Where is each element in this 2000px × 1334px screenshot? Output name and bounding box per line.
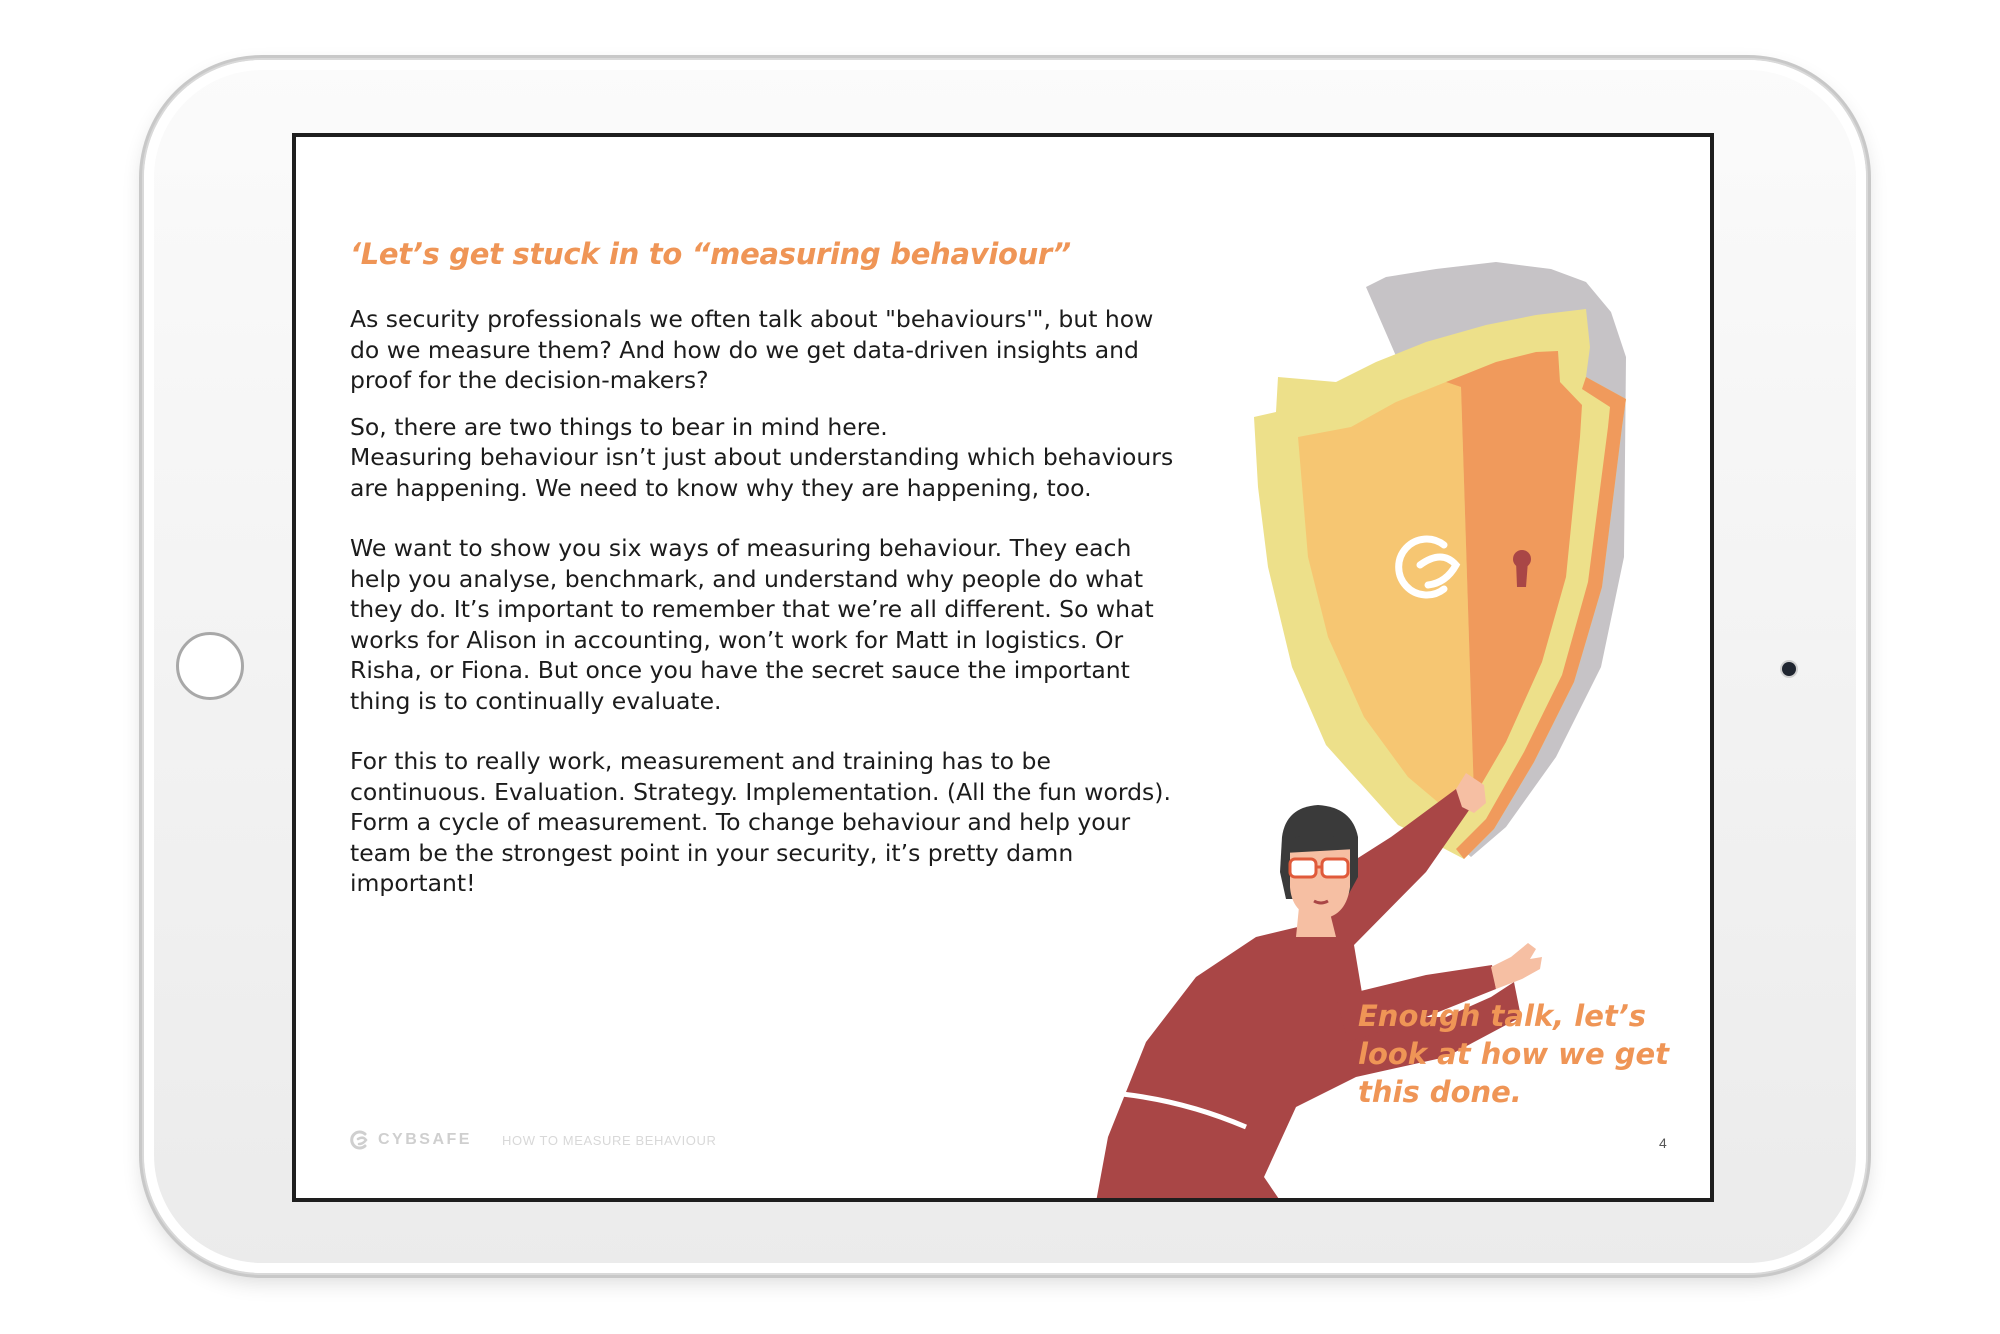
cybsafe-logo-icon — [350, 1129, 372, 1151]
screen — [292, 133, 1714, 1202]
paragraph-intro: As security professionals we often talk about "behaviours'", but how do we measure them? And how do we get data-driven insights and proof for the decision-makers? — [350, 305, 1154, 394]
home-button[interactable] — [176, 632, 244, 700]
footer-logo — [350, 1129, 472, 1151]
call-to-action — [1358, 997, 1678, 1111]
logo-wordmark: CYBSAFE — [378, 1131, 472, 1148]
cta-line: Enough talk, let’s — [1358, 999, 1647, 1033]
cta-line: look at how we get — [1358, 1037, 1669, 1071]
page-number: 4 — [1659, 1135, 1667, 1151]
paragraph-understanding: Measuring behaviour isn’t just about understanding which behaviours are happening. We need to know why they are happening, too. — [350, 443, 1174, 502]
paragraph-continuous: For this to really work, measurement and training has to be continuous. Evaluation. Strategy. Implementation. (All the fun words). Form a cycle of measurement. To change behaviour and help your team be the strongest point in your security, it’s pretty damn important! — [350, 747, 1171, 897]
body-text — [350, 304, 1175, 899]
front-camera — [1782, 662, 1796, 676]
paragraph-six-ways: We want to show you six ways of measuring behaviour. They each help you analyse, benchmark, and understand why people do what they do. It’s important to remember that we’re all different. So what works for Alison in accounting, won’t work for Matt in logistics. Or Risha, or Fiona. But once you have the secret sauce the important thing is to continually evaluate. — [350, 534, 1154, 715]
cta-line: this done. — [1358, 1075, 1522, 1109]
headline: ‘Let’s get stuck in to “measuring behaviour” — [350, 237, 1071, 271]
paragraph-two-things: So, there are two things to bear in mind here. — [350, 412, 888, 441]
footer-document-title: HOW TO MEASURE BEHAVIOUR — [502, 1133, 717, 1148]
